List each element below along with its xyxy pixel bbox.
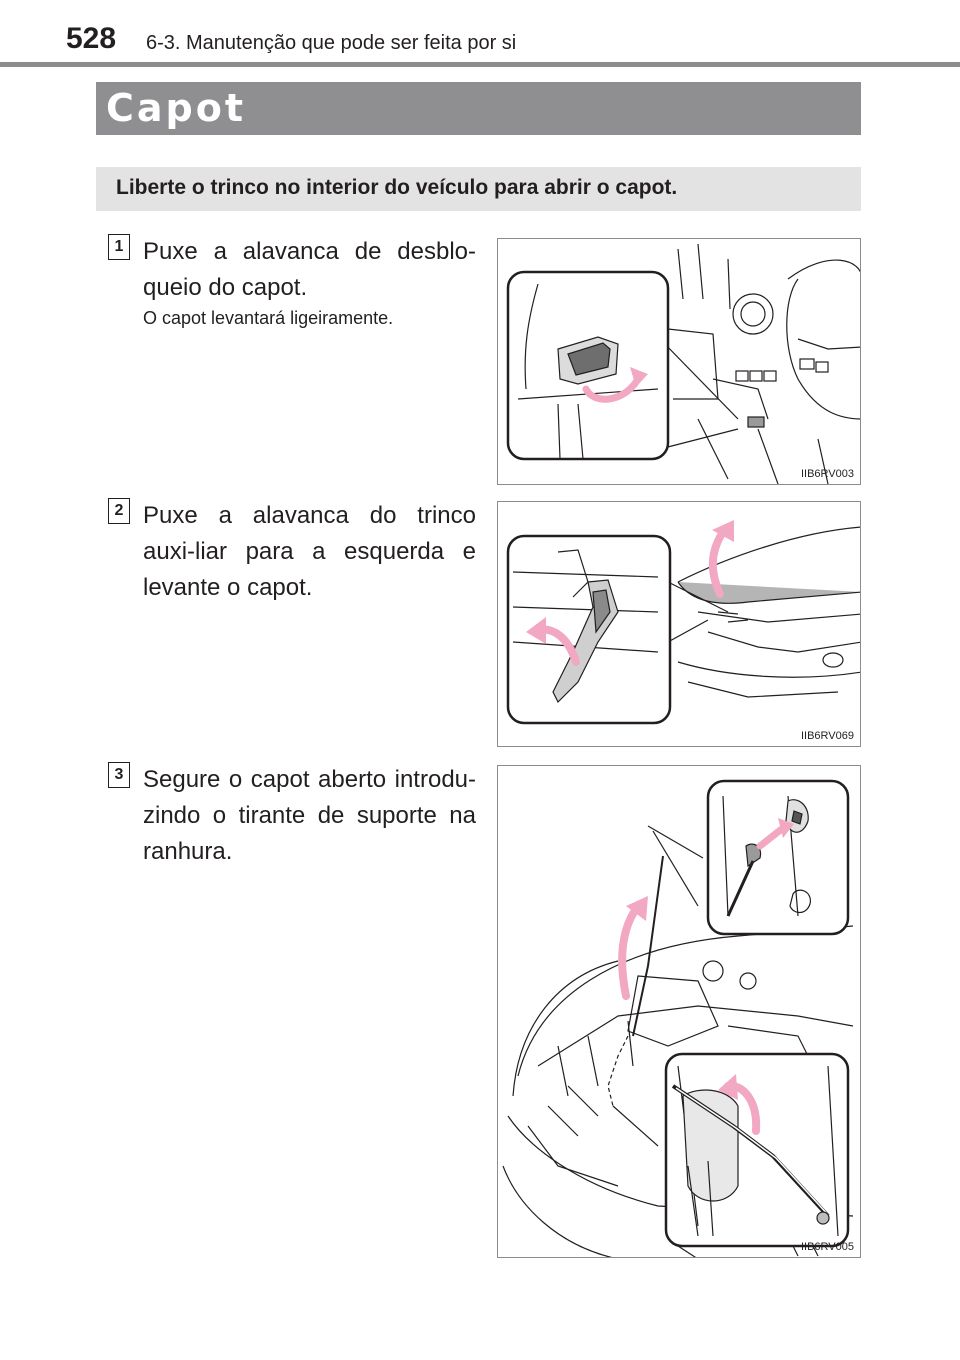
figure-hood-release-lever <box>497 238 861 485</box>
step-number-badge: 2 <box>108 498 130 524</box>
figure-support-rod <box>497 765 861 1258</box>
auxiliary-latch-illustration <box>498 502 861 747</box>
header-rule <box>0 62 960 67</box>
figure-code: IIB6RV003 <box>800 468 854 480</box>
hood-release-illustration <box>498 239 861 485</box>
support-rod-illustration <box>498 766 861 1258</box>
page-title: Capot <box>106 86 247 130</box>
step-1-note: O capot levantará ligeiramente. <box>143 308 394 328</box>
figure-code: IIB6RV005 <box>800 1241 854 1253</box>
step-number-badge: 1 <box>108 234 130 260</box>
step-1-text: Puxe a alavanca de desblo-queio do capot. <box>143 238 476 301</box>
figure-auxiliary-latch <box>497 501 861 747</box>
subtitle-bar <box>96 167 861 211</box>
subtitle: Liberte o trinco no interior do veículo para abrir o capot. <box>116 176 678 199</box>
page-number: 528 <box>66 22 117 55</box>
step-2-text: Puxe a alavanca do trinco auxi-liar para a esquerda e levante o capot. <box>143 502 476 601</box>
title-bar <box>96 82 861 135</box>
figure-code: IIB6RV069 <box>800 730 854 742</box>
step-3-text: Segure o capot aberto introdu-zindo o tirante de suporte na ranhura. <box>143 766 476 865</box>
step-number-badge: 3 <box>108 762 130 788</box>
section-heading: 6-3. Manutenção que pode ser feita por si <box>146 32 517 54</box>
